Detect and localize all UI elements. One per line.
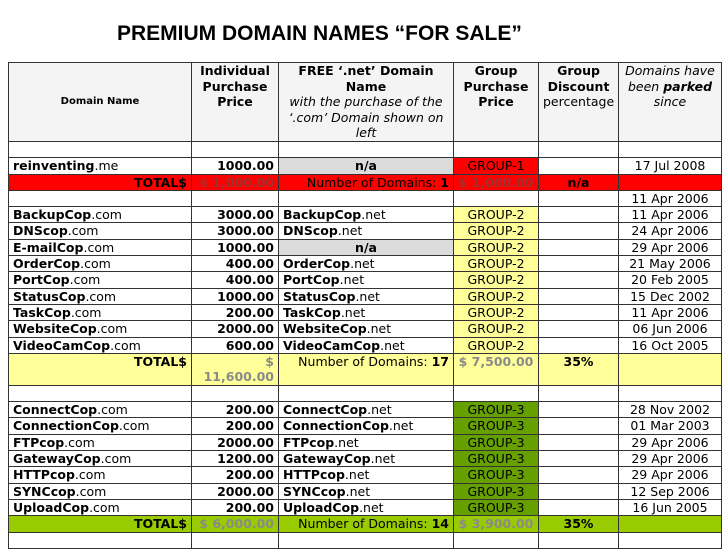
domain-name-bold: PortCop (283, 272, 340, 288)
domain-name-bold: GatewayCop (283, 451, 371, 467)
domain-count-label: Number of Domains: (306, 174, 437, 190)
total-row (9, 516, 722, 532)
empty-cell (539, 385, 619, 401)
group-discount-cell (539, 304, 619, 320)
header-parked-post: since (653, 94, 687, 109)
group-badge: GROUP-2 (454, 239, 539, 255)
table-row (9, 451, 722, 467)
domain-name-bold: WebsiteCop (13, 321, 97, 337)
domain-name-tld: .net (388, 418, 414, 434)
group-discount-cell (539, 451, 619, 467)
blank-row (9, 190, 722, 206)
domain-name-cell (9, 499, 192, 515)
domain-name-tld: .net (345, 483, 371, 499)
net-domain-cell (279, 402, 454, 418)
net-domain-cell (279, 256, 454, 272)
parked-date: 29 Apr 2006 (619, 467, 722, 483)
table-row (9, 467, 722, 483)
domain-name-bold: FTPcop (13, 434, 65, 450)
domain-name-tld: .com (110, 337, 141, 353)
domain-name-cell (9, 451, 192, 467)
empty-cell (619, 174, 722, 190)
domain-name-bold: E-mailCop (13, 239, 84, 255)
empty-cell (539, 532, 619, 548)
domain-name-tld: .net (359, 499, 384, 515)
group-badge: GROUP-2 (454, 272, 539, 288)
domain-name-bold: UploadCop (13, 499, 90, 515)
group-badge: GROUP-3 (454, 418, 539, 434)
domain-name-tld: .net (344, 467, 370, 483)
domain-count-label: Number of Domains: (298, 516, 428, 532)
parked-date: 28 Nov 2002 (619, 402, 722, 418)
domain-name-bold: DNScop (13, 223, 68, 239)
header-parked-bold: parked (663, 78, 713, 94)
domain-name-tld: .com (91, 207, 122, 223)
domain-name-bold: DNScop (283, 223, 338, 239)
group-discount-value: 35% (539, 516, 619, 532)
domain-name-tld: .net (350, 256, 375, 272)
table-row (9, 483, 722, 499)
domain-count (279, 516, 454, 532)
table-row (9, 223, 722, 239)
individual-price: 2000.00 (192, 483, 279, 499)
group-badge: GROUP-3 (454, 467, 539, 483)
empty-cell (619, 385, 722, 401)
domain-name-cell (9, 337, 192, 353)
group-discount-cell (539, 288, 619, 304)
individual-price: 2000.00 (192, 434, 279, 450)
group-total-price: $ 7,500.00 (454, 353, 539, 385)
group-discount-cell (539, 418, 619, 434)
domain-name-cell (9, 467, 192, 483)
total-sum-symbol: $ (265, 353, 274, 369)
domain-count-label: Number of Domains: (298, 353, 428, 369)
table-row (9, 434, 722, 450)
net-domain-cell (279, 483, 454, 499)
domain-count-value: 14 (431, 516, 449, 532)
individual-price: 200.00 (192, 418, 279, 434)
net-domain-cell (279, 321, 454, 337)
domain-name-bold: SYNCcop (13, 483, 76, 499)
domain-name-bold: StatusCop (13, 288, 86, 304)
net-domain-cell (279, 272, 454, 288)
parked-date: 15 Dec 2002 (619, 288, 722, 304)
domain-name-tld: .com (80, 256, 111, 272)
table-row (9, 207, 722, 223)
domain-name-tld: .net (367, 402, 392, 418)
domain-name-cell (9, 158, 192, 174)
individual-price: 600.00 (192, 337, 279, 353)
empty-cell (9, 532, 192, 548)
group-discount-cell (539, 499, 619, 515)
individual-price: 200.00 (192, 467, 279, 483)
domain-name-bold: TaskCop (283, 304, 341, 320)
total-label: TOTAL$ (9, 174, 192, 190)
individual-price: 3000.00 (192, 223, 279, 239)
net-domain-cell (279, 418, 454, 434)
header-group-discount (539, 63, 619, 142)
empty-cell (454, 142, 539, 158)
domain-name-bold: OrderCop (283, 256, 351, 272)
group-badge: GROUP-2 (454, 223, 539, 239)
domain-name-cell (9, 223, 192, 239)
domain-name-bold: VideoCamCop (13, 337, 111, 353)
group-badge: GROUP-3 (454, 483, 539, 499)
net-domain-cell (279, 288, 454, 304)
group-badge: GROUP-2 (454, 337, 539, 353)
individual-price: 200.00 (192, 499, 279, 515)
empty-cell (454, 190, 539, 206)
domain-name-tld: .net (380, 337, 405, 353)
group-badge: GROUP-3 (454, 451, 539, 467)
group-badge: GROUP-2 (454, 321, 539, 337)
empty-cell (454, 532, 539, 548)
table-row (9, 402, 722, 418)
net-domain-cell (279, 451, 454, 467)
domain-name-tld: .net (370, 451, 396, 467)
domain-name-bold: PortCop (13, 272, 70, 288)
parked-date: 21 May 2006 (619, 256, 722, 272)
blank-row (9, 142, 722, 158)
individual-price: 400.00 (192, 272, 279, 288)
empty-cell (454, 385, 539, 401)
group-discount-cell (539, 321, 619, 337)
domain-name-bold: reinventing (13, 158, 95, 174)
parked-date: 11 Apr 2006 (619, 190, 722, 206)
domain-name-tld: .com (67, 223, 99, 239)
domain-name-tld: .com (75, 483, 107, 499)
individual-price: 1000.00 (192, 158, 279, 174)
group-discount-cell (539, 223, 619, 239)
domain-name-tld: .com (74, 467, 106, 483)
net-domain-cell (279, 337, 454, 353)
domain-name-cell (9, 321, 192, 337)
domain-name-tld: .com (64, 434, 95, 450)
header-individual-price: Individual Purchase Price (192, 63, 279, 142)
parked-date: 20 Feb 2005 (619, 272, 722, 288)
empty-cell (279, 385, 454, 401)
domain-name-tld: .net (355, 288, 380, 304)
domain-name-bold: BackupCop (13, 207, 92, 223)
domain-name-bold: WebsiteCop (283, 321, 367, 337)
table-row (9, 239, 722, 255)
domain-name-tld: .net (337, 223, 363, 239)
net-domain-na: n/a (279, 158, 454, 174)
domain-name-cell (9, 239, 192, 255)
table-row (9, 304, 722, 320)
empty-cell (619, 516, 722, 532)
domain-count-value: 17 (431, 353, 449, 369)
table-row (9, 418, 722, 434)
empty-cell (192, 190, 279, 206)
domain-name-bold: SYNCcop (283, 483, 346, 499)
domain-name-cell (9, 207, 192, 223)
domain-name-bold: VideoCamCop (283, 337, 381, 353)
domain-count-value: 1 (440, 174, 449, 190)
net-domain-cell (279, 223, 454, 239)
group-discount-cell (539, 158, 619, 174)
domain-name-cell (9, 288, 192, 304)
domain-name-bold: GatewayCop (13, 451, 101, 467)
domain-name-cell (9, 304, 192, 320)
domain-name-bold: TaskCop (13, 304, 71, 320)
domain-name-cell (9, 256, 192, 272)
group-badge: GROUP-1 (454, 158, 539, 174)
total-label: TOTAL$ (9, 516, 192, 532)
empty-cell (9, 142, 192, 158)
header-row (9, 63, 722, 142)
group-badge: GROUP-2 (454, 304, 539, 320)
domain-name-cell (9, 272, 192, 288)
table-row (9, 256, 722, 272)
group-discount-cell (539, 256, 619, 272)
domain-name-cell (9, 402, 192, 418)
total-row (9, 353, 722, 385)
domain-count (279, 174, 454, 190)
header-free-net-title: FREE ‘.net’ Domain Name (298, 63, 434, 94)
header-group-discount-sub: percentage (543, 94, 615, 109)
group-total-price: $ 1,000.00 (454, 174, 539, 190)
header-free-net (279, 63, 454, 142)
group-badge: GROUP-3 (454, 499, 539, 515)
parked-date: 12 Sep 2006 (619, 483, 722, 499)
group-badge: GROUP-3 (454, 402, 539, 418)
domain-name-bold: ConnectionCop (13, 418, 119, 434)
total-sum (192, 353, 279, 385)
individual-price: 2000.00 (192, 321, 279, 337)
domain-name-bold: ConnectCop (283, 402, 368, 418)
group-discount-cell (539, 207, 619, 223)
table-row (9, 499, 722, 515)
domain-count (279, 353, 454, 385)
group-badge: GROUP-2 (454, 207, 539, 223)
domain-name-bold: StatusCop (283, 288, 356, 304)
parked-date: 24 Apr 2006 (619, 223, 722, 239)
domain-name-tld: .com (89, 499, 120, 515)
table-row (9, 288, 722, 304)
parked-date: 11 Apr 2006 (619, 207, 722, 223)
header-group-discount-title: Group Discount (547, 63, 610, 94)
domain-name-tld: .net (339, 272, 365, 288)
domain-name-tld: .net (334, 434, 359, 450)
group-discount-cell (539, 239, 619, 255)
parked-date: 16 Jun 2005 (619, 499, 722, 515)
group-badge: GROUP-2 (454, 288, 539, 304)
domain-name-tld: .net (340, 304, 366, 320)
header-free-net-note: with the purchase of the ‘.com’ Domain shown on left (288, 94, 444, 140)
empty-cell (619, 353, 722, 385)
domain-name-tld: .com (100, 451, 132, 467)
table-row (9, 321, 722, 337)
net-domain-cell (279, 499, 454, 515)
empty-cell (539, 142, 619, 158)
table-row (9, 158, 722, 174)
header-parked-since (619, 63, 722, 142)
header-group-price: Group Purchase Price (454, 63, 539, 142)
domain-name-cell (9, 434, 192, 450)
domain-name-tld: .com (118, 418, 150, 434)
domain-name-bold: FTPcop (283, 434, 335, 450)
individual-price: 1000.00 (192, 239, 279, 255)
domain-name-bold: HTTPcop (13, 467, 75, 483)
domain-name-tld: .me (94, 158, 119, 174)
header-parked-pre: Domains have been (625, 63, 715, 94)
group-total-price: $ 3,900.00 (454, 516, 539, 532)
domain-name-tld: .com (96, 321, 128, 337)
group-discount-cell (539, 272, 619, 288)
blank-row (9, 532, 722, 548)
empty-cell (619, 532, 722, 548)
net-domain-na: n/a (279, 239, 454, 255)
net-domain-cell (279, 434, 454, 450)
total-sum-amount: 11,600.00 (203, 369, 274, 385)
empty-cell (9, 385, 192, 401)
individual-price: 1200.00 (192, 451, 279, 467)
parked-date: 29 Apr 2006 (619, 434, 722, 450)
domain-name-tld: .com (97, 402, 128, 418)
domain-name-tld: .com (83, 239, 115, 255)
group-discount-cell (539, 402, 619, 418)
individual-price: 200.00 (192, 304, 279, 320)
domain-name-tld: .com (69, 272, 101, 288)
domain-name-cell (9, 418, 192, 434)
individual-price: 3000.00 (192, 207, 279, 223)
domain-name-tld: .com (70, 304, 102, 320)
group-discount-value: 35% (539, 353, 619, 385)
table-row (9, 337, 722, 353)
individual-price: 200.00 (192, 402, 279, 418)
group-discount-cell (539, 467, 619, 483)
domain-name-bold: UploadCop (283, 499, 360, 515)
header-domain-name: Domain Name (9, 63, 192, 142)
group-discount-cell (539, 483, 619, 499)
blank-row (9, 385, 722, 401)
group-discount-cell (539, 337, 619, 353)
parked-date: 29 Apr 2006 (619, 239, 722, 255)
group-discount-value: n/a (539, 174, 619, 190)
net-domain-cell (279, 467, 454, 483)
total-label: TOTAL$ (9, 353, 192, 385)
domain-name-bold: ConnectionCop (283, 418, 389, 434)
domain-name-tld: .com (85, 288, 117, 304)
empty-cell (619, 142, 722, 158)
domain-table (8, 62, 722, 549)
empty-cell (279, 532, 454, 548)
parked-date: 11 Apr 2006 (619, 304, 722, 320)
total-sum: $ 1,000.00 (192, 174, 279, 190)
net-domain-cell (279, 207, 454, 223)
domain-name-cell (9, 483, 192, 499)
empty-cell (192, 532, 279, 548)
table-row (9, 272, 722, 288)
individual-price: 400.00 (192, 256, 279, 272)
net-domain-cell (279, 304, 454, 320)
parked-date: 16 Oct 2005 (619, 337, 722, 353)
domain-name-tld: .net (361, 207, 386, 223)
total-row (9, 174, 722, 190)
empty-cell (539, 190, 619, 206)
domain-name-bold: OrderCop (13, 256, 81, 272)
empty-cell (279, 142, 454, 158)
parked-date: 17 Jul 2008 (619, 158, 722, 174)
individual-price: 1000.00 (192, 288, 279, 304)
empty-cell (279, 190, 454, 206)
parked-date: 06 Jun 2006 (619, 321, 722, 337)
domain-name-tld: .net (366, 321, 392, 337)
page-title: PREMIUM DOMAIN NAMES “FOR SALE” (117, 22, 522, 45)
domain-name-bold: HTTPcop (283, 467, 345, 483)
parked-date: 29 Apr 2006 (619, 451, 722, 467)
domain-name-bold: ConnectCop (13, 402, 98, 418)
group-badge: GROUP-3 (454, 434, 539, 450)
group-discount-cell (539, 434, 619, 450)
empty-cell (9, 190, 192, 206)
parked-date: 01 Mar 2003 (619, 418, 722, 434)
total-sum: $ 6,000.00 (192, 516, 279, 532)
group-badge: GROUP-2 (454, 256, 539, 272)
empty-cell (192, 142, 279, 158)
domain-name-bold: BackupCop (283, 207, 362, 223)
empty-cell (192, 385, 279, 401)
